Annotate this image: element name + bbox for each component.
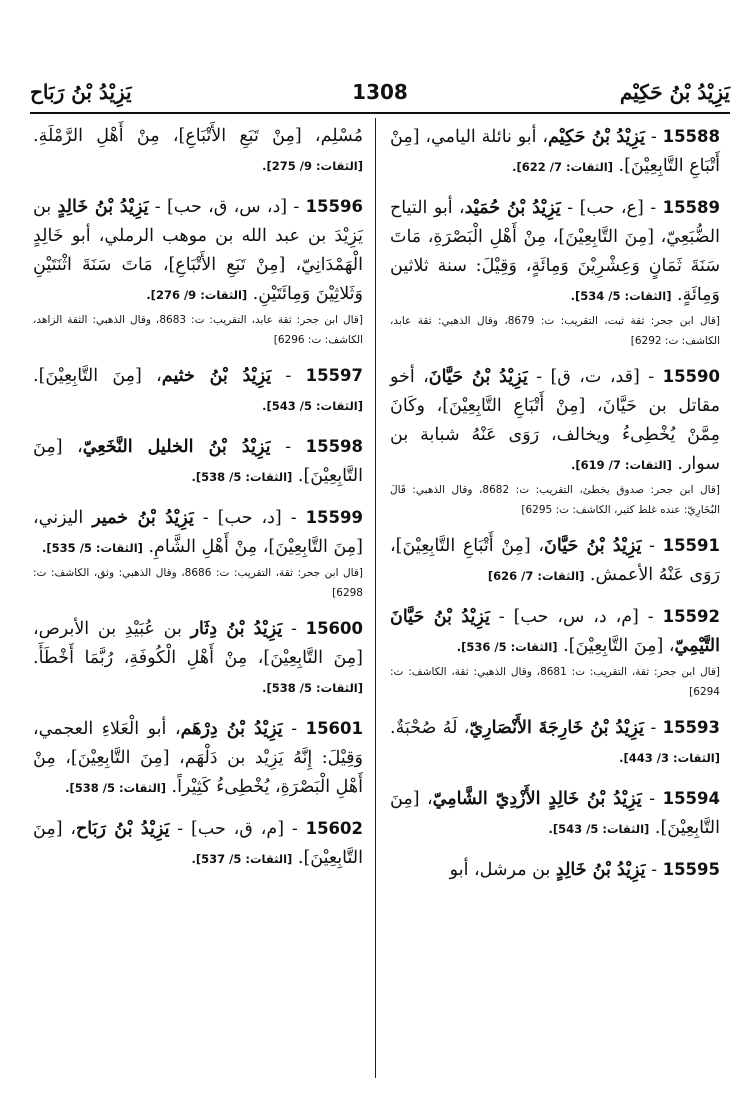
entry-prefix: - bbox=[282, 619, 306, 639]
entry-name: يَزِيْدُ بْنُ خَالِدٍ الأَزْدِيّ الشَّامِيّ bbox=[432, 789, 642, 809]
entry-name: يَزِيْدُ بْنُ خَالِدٍ bbox=[555, 860, 646, 880]
entry bbox=[390, 602, 720, 702]
entry-text: ، لَهُ صُحْبَةٌ. bbox=[390, 718, 470, 738]
column-divider bbox=[375, 118, 376, 1078]
header-rule bbox=[30, 112, 730, 114]
entry-number: 15589 bbox=[662, 198, 720, 217]
entry-number: 15597 bbox=[305, 366, 363, 385]
thiqat-ref: [الثقات: 7/ 619]. bbox=[571, 458, 672, 472]
entry-number: 15596 bbox=[305, 197, 363, 216]
entry-number: 15599 bbox=[305, 508, 363, 527]
entry-name: يَزِيْدُ بْنُ الخليل النَّخَعِيّ bbox=[82, 437, 271, 457]
footnote: [قال ابن جحر: ثقة، التقريب: ت: 8681، وقال الذهبي: ثقة، الكاشف: ت: 6294] bbox=[390, 666, 720, 698]
entry bbox=[390, 713, 720, 773]
entry-text: اليزني، [مِنَ التَّابِعِيْنَ]، مِنْ أَهْلِ الشَّامِ. bbox=[33, 508, 363, 557]
entry bbox=[33, 614, 363, 703]
entry-prefix: - bbox=[641, 789, 663, 809]
entry-text: ، [مِنَ التَّابِعِيْنَ]. bbox=[33, 366, 162, 386]
entry-text: ، [مِنَ التَّابِعِيْنَ]. bbox=[557, 636, 675, 656]
thiqat-ref: [الثقات: 5/ 538]. bbox=[191, 470, 293, 484]
entry-number: 15590 bbox=[662, 367, 720, 386]
footnote: [قال ابن جحر: ثقة ثبت، التقريب: ت: 8679، وقال الذهبي: ثقة عابد، الكاشف: ت: 6292] bbox=[390, 315, 720, 347]
entry-text: بن عُبَيْدِ بن الأبرص، [مِنَ التَّابِعِيْنَ]، مِنْ أَهْلِ الْكُوفَةِ، رُبَّمَا أَخْطَأَ. bbox=[33, 619, 363, 668]
entry-number: 15598 bbox=[305, 437, 364, 456]
left-column bbox=[33, 122, 363, 885]
entry-text: ، [مِنَ التَّابِعِيْنَ]. bbox=[390, 789, 720, 838]
thiqat-ref: [الثقات: 9/ 275]. bbox=[262, 159, 363, 173]
entry-text: ، أخو مقاتل بن حَيَّانَ، [مِنْ أَتْبَاعِ التَّابِعِيْنَ]، وكَانَ مِمَّنْ يُخْطِىءُ ويخالف، رَوَى عَنْهُ شبابة بن سوار. bbox=[390, 367, 720, 474]
entry-prefix: - bbox=[645, 860, 663, 880]
entry-text: ، [مِنْ أَتْبَاعِ التَّابِعِيْنَ]، رَوَى عَنْهُ الأعمش. bbox=[390, 536, 720, 585]
entry-number: 15601 bbox=[305, 719, 363, 738]
entry-prefix: - [ع، حب] - bbox=[560, 198, 663, 218]
thiqat-ref: [الثقات: 5/ 543]. bbox=[262, 399, 363, 413]
entry-prefix: - [قد، ت، ق] - bbox=[527, 367, 663, 387]
entry-prefix: - bbox=[644, 718, 663, 738]
thiqat-ref: [الثقات: 5/ 535]. bbox=[42, 541, 143, 555]
entry-prefix: - [م، د، س، حب] - bbox=[489, 607, 663, 627]
entry-text: ، [مِنَ التَّابِعِيْنَ]. bbox=[33, 437, 363, 486]
thiqat-ref: [الثقات: 5/ 538]. bbox=[65, 781, 166, 795]
entry-name: يَزِيْدُ بْنُ حُمَيْد bbox=[464, 198, 561, 218]
entry-number: 15602 bbox=[305, 819, 363, 838]
entry-prefix: - [د، س، ق، حب] - bbox=[148, 197, 306, 217]
entry bbox=[390, 855, 720, 885]
entry-number: 15600 bbox=[305, 619, 363, 638]
thiqat-ref: [الثقات: 5/ 536]. bbox=[456, 640, 558, 654]
entry-prefix: - bbox=[271, 366, 306, 386]
thiqat-ref: [الثقات: 5/ 538]. bbox=[262, 681, 363, 695]
entry-prefix: - bbox=[641, 536, 663, 556]
entry-text: ، أبو التياح الضُّبَعِيّ، [مِنَ التَّابِعِيْنَ]، مِنْ أَهْلِ الْبَصْرَةِ، مَاتَ سَنَةَ ثَمَانٍ وَعِشْرِيْنَ وَمِائَةٍ، وَقِيْلَ: سنة ثلاثين وَمِائَةٍ. bbox=[390, 198, 720, 305]
thiqat-ref: [الثقات: 7/ 626] bbox=[487, 569, 585, 583]
thiqat-ref: [الثقات: 5/ 537]. bbox=[191, 852, 293, 866]
page-header bbox=[30, 80, 730, 110]
entry-number: 15595 bbox=[662, 860, 720, 879]
thiqat-ref: [الثقات: 5/ 534]. bbox=[570, 289, 672, 303]
entry bbox=[33, 814, 363, 874]
entry-text: ، [مِنَ التَّابِعِيْنَ]. bbox=[33, 819, 363, 868]
entry-prefix: - bbox=[644, 127, 663, 147]
entry bbox=[390, 362, 720, 520]
entry bbox=[33, 361, 363, 421]
header-right-title: يَزِيْدُ بْنُ حَكِيْم bbox=[619, 80, 730, 104]
entry bbox=[390, 784, 720, 844]
header-left-title: يَزِيْدُ بْنُ رَبَاح bbox=[30, 80, 132, 104]
entry-prefix: - [د، حب] - bbox=[193, 508, 306, 528]
thiqat-ref: [الثقات: 7/ 622]. bbox=[512, 160, 613, 174]
page-number: 1308 bbox=[352, 80, 408, 104]
entry-text: ، أبو نائلة اليامي، [مِنْ أَتْبَاعِ التَّابِعِيْنَ]. bbox=[390, 127, 720, 176]
entry-name: يَزِيْدُ بْنُ خَارِجَةَ الأَنْصَارِيّ bbox=[469, 718, 644, 738]
footnote: [قال ابن جحر: ثقة، التقريب: ت: 8686، وقال الذهبي: وثق، الكاشف: ت: 6298] bbox=[33, 567, 363, 599]
entry-prefix: - bbox=[270, 437, 306, 457]
entry-continuation bbox=[33, 122, 363, 181]
entry-name: يَزِيْدُ بْنُ حَيَّانَ bbox=[428, 367, 528, 387]
thiqat-ref: [الثقات: 5/ 543]. bbox=[548, 822, 650, 836]
entry-name: يَزِيْدُ بْنُ دِرْهَم bbox=[180, 719, 283, 739]
entry bbox=[33, 714, 363, 803]
entry bbox=[33, 192, 363, 350]
right-column bbox=[390, 122, 720, 896]
footnote: [قال ابن جحر: صدوق يخطئ، التقريب: ت: 8682، وقال الذهبي: قَالَ البُخَارِيّ: عنده غلط كثير، الكاشف: ت: 6295] bbox=[390, 484, 720, 516]
entry-name: يَزِيْدُ بْنُ رَبَاح bbox=[76, 819, 170, 839]
entry-number: 15594 bbox=[662, 789, 720, 808]
entry-number: 15588 bbox=[662, 127, 720, 146]
entry bbox=[390, 193, 720, 351]
entry-name: يَزِيْدُ بْنُ خَالِدٍ bbox=[57, 197, 149, 217]
entry-name: يَزِيْدُ بْنُ حَكِيْم bbox=[548, 127, 645, 147]
footnote: [قال ابن جحر: ثقة عابد، التقريب: ت: 8683، وقال الذهبي: الثقة الزاهد، الكاشف: ت: 6296] bbox=[33, 314, 363, 346]
thiqat-ref: [الثقات: 9/ 276]. bbox=[146, 288, 248, 302]
entry-text: بن مرشل، أبو bbox=[449, 860, 556, 880]
entry-number: 15591 bbox=[662, 536, 720, 555]
entry-text: بن يَزِيْدَ بن عبد الله بن موهب الرملي، أبو خَالِدٍ الْهَمْدَانِيّ، [مِنْ تَبَعِ الأَتْبَاعِ]، مَاتَ سَنَةَ اثْنَتَيْنِ وَثَلاثِيْنَ وَمِائَتَيْنِ. bbox=[33, 197, 363, 304]
entry-text: مُسْلِم، [مِنْ تَبَعِ الأَتْبَاعِ]، مِنْ أَهْلِ الرَّمْلَةِ. bbox=[33, 126, 363, 146]
entry-name: يَزِيْدُ بْنُ خثيم bbox=[161, 366, 272, 386]
entry-prefix: - bbox=[282, 719, 306, 739]
entry bbox=[390, 122, 720, 182]
entry-name: يَزِيْدُ بْنُ حَيَّانَ bbox=[544, 536, 642, 556]
entry bbox=[33, 432, 363, 492]
entry-number: 15592 bbox=[662, 607, 720, 626]
entry bbox=[390, 531, 720, 591]
entry-prefix: - [م، ق، حب] - bbox=[169, 819, 306, 839]
thiqat-ref: [الثقات: 3/ 443]. bbox=[619, 751, 720, 765]
entry-name: يَزِيْدُ بْنُ حَيَّانَ التَّيْمِيّ bbox=[390, 607, 720, 656]
entry bbox=[33, 503, 363, 603]
entry-number: 15593 bbox=[662, 718, 720, 737]
entry-name: يَزِيْدُ بْنُ دِثَار bbox=[190, 619, 283, 639]
entry-name: يَزِيْدُ بْنُ خمير bbox=[92, 508, 194, 528]
entry-text: ، أبو الْعَلاءِ العجمي، وَقِيْلَ: إِنَّهُ يَزِيْد بن دَلْهَم، [مِنَ التَّابِعِيْنَ]، مِنْ أَهْلِ الْبَصْرَةِ، يُخْطِىءُ كَثِيْراً. bbox=[33, 719, 363, 797]
